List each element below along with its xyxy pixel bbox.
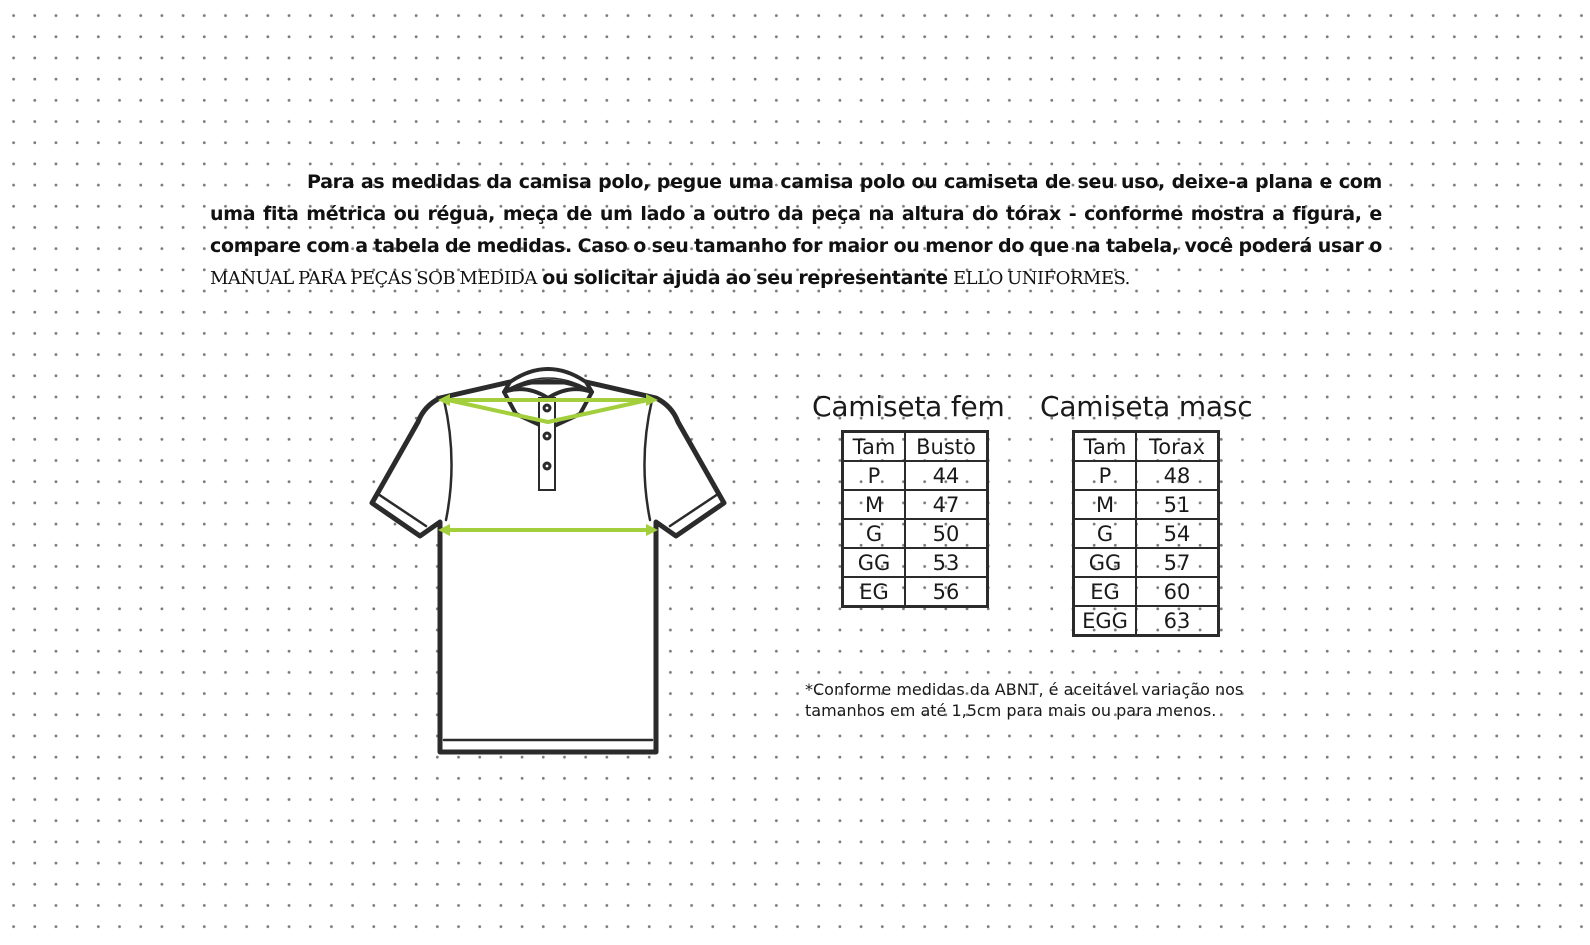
size-cell: M [843, 490, 906, 519]
measure-cell: 53 [905, 548, 988, 577]
size-cell: EG [1074, 577, 1137, 606]
size-cell: GG [1074, 548, 1137, 577]
table-row [1074, 519, 1219, 548]
table-row [843, 490, 988, 519]
masc-size-table [1072, 430, 1220, 637]
measure-cell: 60 [1136, 577, 1219, 606]
size-cell: EG [843, 577, 906, 607]
size-cell: P [1074, 461, 1137, 490]
size-cell: M [1074, 490, 1137, 519]
measure-cell: 56 [905, 577, 988, 607]
size-cell: GG [843, 548, 906, 577]
instructions-text-2: ou solicitar ajuda ao seu representante [542, 267, 948, 289]
footnote-line: tamanhos em até 1,5cm para mais ou para menos. [805, 701, 1217, 720]
custom-size-manual-link: MANUAL PARA PEÇAS SOB MEDIDA [210, 268, 537, 289]
measure-cell: 44 [905, 461, 988, 490]
measure-cell: 54 [1136, 519, 1219, 548]
table-row [1074, 577, 1219, 606]
table-row [1074, 461, 1219, 490]
table-header: Tam [1074, 432, 1137, 462]
masc-table-title: Camiseta masc [1040, 390, 1253, 423]
table-row [1074, 490, 1219, 519]
table-row [843, 519, 988, 548]
size-cell: G [843, 519, 906, 548]
table-header: Torax [1136, 432, 1219, 462]
footnote-line: *Conforme medidas da ABNT, é aceitável variação nos [805, 680, 1244, 699]
table-header: Busto [905, 432, 988, 462]
instructions-paragraph [210, 166, 1382, 295]
measure-cell: 50 [905, 519, 988, 548]
table-row [1074, 548, 1219, 577]
abnt-footnote [805, 679, 1275, 721]
measure-cell: 51 [1136, 490, 1219, 519]
fem-size-table [841, 430, 989, 608]
instructions-text: Para as medidas da camisa polo, pegue uma camisa polo ou camiseta de seu uso, deixe-a plana e com uma fita métrica ou régua, meça de um lado a outro da peça na altura do tórax - conforme mostra a figura, e compare com a tabela de medidas. Caso o seu tamanho for maior ou menor do que na tabela, você poderá usar o [210, 171, 1382, 257]
size-cell: P [843, 461, 906, 490]
brand-name: ELLO UNIFORMES. [953, 268, 1130, 289]
measure-cell: 47 [905, 490, 988, 519]
table-row [843, 461, 988, 490]
table-row [1074, 606, 1219, 636]
table-row [843, 577, 988, 607]
fem-table-title: Camiseta fem [812, 390, 1005, 423]
size-cell: G [1074, 519, 1137, 548]
polo-shirt-illustration [366, 360, 746, 770]
size-cell: EGG [1074, 606, 1137, 636]
measure-cell: 57 [1136, 548, 1219, 577]
table-row [843, 548, 988, 577]
measure-cell: 63 [1136, 606, 1219, 636]
measure-cell: 48 [1136, 461, 1219, 490]
table-header: Tam [843, 432, 906, 462]
